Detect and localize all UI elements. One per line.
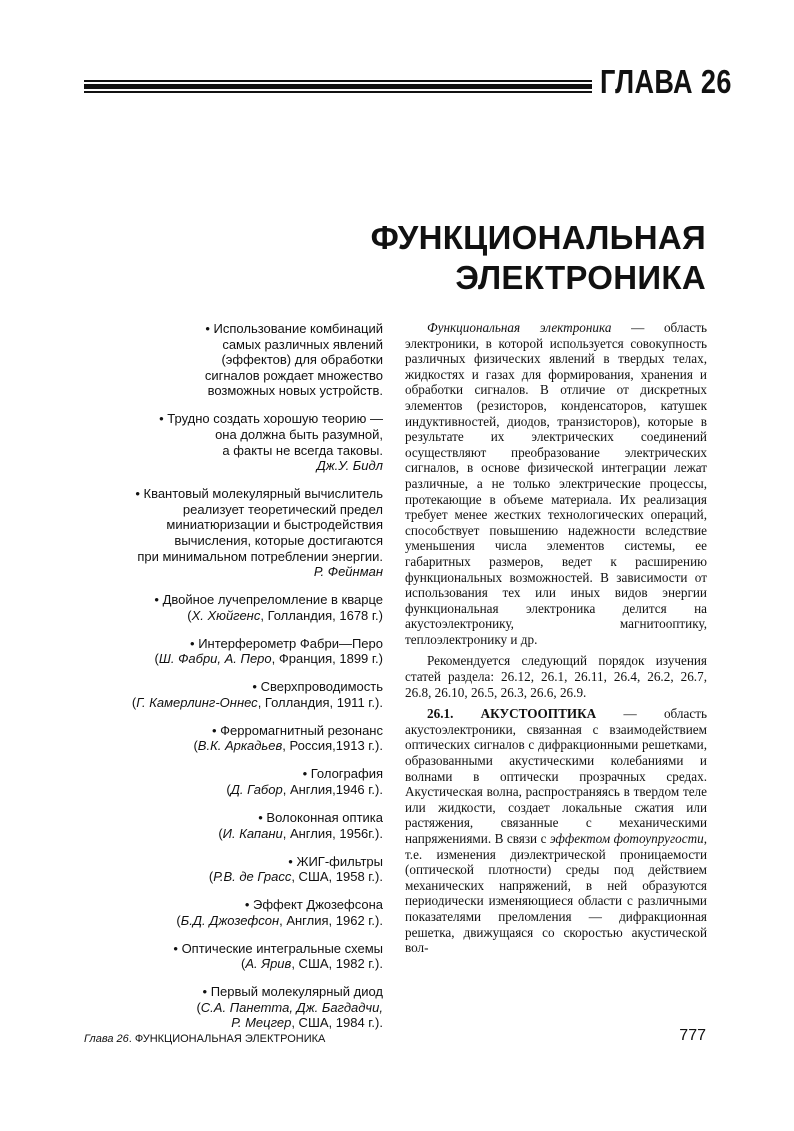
discoverer: Д. Габор [230, 781, 283, 797]
epigraph-line: миниатюризации и быстродействия [166, 517, 383, 533]
section-heading: 26.1. АКУСТООПТИКА [427, 706, 597, 722]
discoverer: Х. Хюйгенс [191, 607, 261, 623]
discovery-name: • Двойное лучепреломление в кварце [154, 592, 383, 608]
discoverer: Ш. Фабри, А. Перо [158, 651, 272, 667]
epigraph-line: • Использование комбинаций [205, 321, 383, 336]
epigraph-line: • Квантовый молекулярный вычислитель [135, 486, 383, 502]
paragraph-text: — область акустоэлектроники, связанная с взаимодействием оптических сигналов с дифракционными решетками, образованными акустическими колебаниями и волнами в оптически прозрачных средах. Акустическая волна, распространяясь в твердом теле или жидкости, создает локальные сжатия или растяжения, связанные с механическими напряжениями. В связи с [405, 706, 707, 846]
epigraph-line: реализует теоретический предел [182, 501, 383, 517]
epigraph-line: она должна быть разумной, [215, 426, 383, 442]
discovery-name: • Ферромагнитный резонанс [212, 722, 383, 738]
discovery-attribution: (Р.В. де Грасс, США, 1958 г.). [208, 869, 383, 885]
paragraph-text: — область электроники, в которой используется совокупность различных физических явлений в твердых телах, жидкостях и газах для формирования, хранения и обработки сигналов. В отличие от дискретных элементов (резисторов, конденсаторов, катушек индуктивностей, диодов, транзисторов), которые в результате их электрических соединений осуществляют преобразование электрических сигналов, в основе физической интеграции лежат различные, а не только электрические процессы, протекающие в объеме материала. Их реализация требует менее жестких технологических операций, способствует повышению надежности вследствие уменьшения числа элементов системы, ее габаритных размеров, ведет к расширению функциональных возможностей. В зависимости от использования тех или иных видов энергии функциональная электроника делится на акустоэлектронику, магнитооптику, теплоэлектронику и др. [405, 320, 707, 647]
discovery-superconductivity [100, 679, 383, 710]
chapter-label: ГЛАВА 26 [600, 63, 732, 100]
discovery-place-year: , США, 1984 г.). [291, 1015, 383, 1031]
epigraph-author: Р. Фейнман [313, 564, 383, 580]
epigraph-column [100, 321, 383, 1043]
defined-term: эффектом фотоупругости [549, 831, 704, 846]
discoverer: И. Капани [222, 825, 283, 841]
epigraph-line: при минимальном потреблении энергии. [137, 548, 383, 564]
body-paragraph-acoustooptics [405, 706, 707, 956]
running-footer [84, 1033, 325, 1045]
discoverer: Б.Д. Джозефсон [180, 912, 280, 928]
chapter-title [371, 218, 706, 298]
epigraph-author: Дж.У. Бидл [316, 458, 383, 474]
chapter-title-line-2: ЭЛЕКТРОНИКА [455, 259, 706, 296]
discoverer: Р. Мецгер [231, 1015, 292, 1031]
discovery-attribution: (А. Ярив, США, 1982 г.). [240, 956, 383, 972]
paragraph-text: , т.е. изменения диэлектрической проницаемости (оптической плотности) среды под действием механических напряжений, в ней образуются периодически изменяющиеся области с различными показателями преломления — дифракционная решетка, движущаяся со скоростью акустической вол- [405, 831, 708, 956]
discovery-name: • ЖИГ-фильтры [288, 853, 383, 869]
discovery-attribution: (Б.Д. Джозефсон, Англия, 1962 г.). [176, 912, 383, 928]
discovery-integrated-optics [100, 941, 383, 972]
body-paragraph-reading-order: Рекомендуется следующий порядок изучения статей раздела: 26.12, 26.1, 26.11, 26.4, 26.2, 26.7, 26.8, 26.10, 26.5, 26.3, 26.6, 26.9. [405, 653, 707, 700]
discovery-yig-filters [100, 854, 383, 885]
discoverer: В.К. Аркадьев [197, 738, 283, 754]
discovery-molecular-diode [100, 984, 383, 1031]
page-number: 777 [679, 1027, 706, 1044]
discovery-name: • Волоконная оптика [258, 809, 383, 825]
discoverer: Р.В. де Грасс [213, 869, 292, 885]
epigraph-2 [100, 411, 383, 473]
epigraph-3 [100, 486, 383, 580]
discovery-name: • Первый молекулярный диод [202, 984, 383, 1000]
discovery-name: • Эффект Джозефсона [244, 897, 383, 913]
defined-term: Функциональная электроника [427, 320, 612, 335]
discovery-place-year: , Франция, 1899 г.) [271, 651, 383, 667]
header-rule-bottom [84, 91, 592, 93]
epigraph-line: самых различных явлений [222, 336, 383, 352]
discovery-josephson-effect [100, 897, 383, 928]
epigraph-line: возможных новых устройств. [207, 383, 383, 399]
discovery-place-year: , США, 1958 г.). [291, 869, 383, 885]
discovery-attribution: (И. Капани, Англия, 1956г.). [218, 825, 383, 841]
discovery-place-year: , Англия, 1962 г.). [279, 912, 383, 928]
discovery-fiber-optics [100, 810, 383, 841]
epigraph-line: • Трудно создать хорошую теорию — [159, 411, 383, 427]
epigraph-line: а факты не всегда таковы. [222, 442, 383, 458]
footer-chapter-ref: Глава 26 [84, 1033, 129, 1045]
discovery-attribution: (С.А. Панетта, Дж. Багдадчи, [196, 999, 383, 1015]
discoverer: Г. Камерлинг-Оннес [136, 694, 258, 710]
discovery-name: • Сверхпроводимость [252, 679, 383, 695]
discovery-attribution: (Д. Габор, Англия,1946 г.). [226, 781, 383, 797]
discoverer: А. Ярив [245, 956, 292, 972]
epigraph-line: вычисления, которые достигаются [174, 532, 383, 548]
discovery-place-year: , США, 1982 г.). [291, 956, 383, 972]
discovery-place-year: , Англия,1946 г.). [282, 781, 383, 797]
header-rule-middle [84, 84, 592, 89]
epigraph-1 [100, 321, 383, 399]
discovery-name: • Голография [302, 766, 383, 782]
discovery-place-year: , Россия,1913 г.). [282, 738, 383, 754]
discovery-attribution [100, 1015, 383, 1031]
discovery-attribution: (Ш. Фабри, А. Перо, Франция, 1899 г.) [154, 651, 383, 667]
discovery-attribution: (Х. Хюйгенс, Голландия, 1678 г.) [187, 607, 383, 623]
discovery-place-year: , Англия, 1956г.). [282, 825, 383, 841]
discovery-fabry-perot [100, 636, 383, 667]
discovery-holography [100, 766, 383, 797]
discovery-attribution: (Г. Камерлинг-Оннес, Голландия, 1911 г.). [131, 694, 383, 710]
body-text-column [405, 320, 707, 956]
discovery-place-year: , Голландия, 1678 г.) [260, 607, 383, 623]
discoverer: С.А. Панетта, Дж. Багдадчи, [200, 999, 383, 1015]
discovery-name: • Оптические интегральные схемы [173, 940, 383, 956]
discovery-ferromagnetic-resonance [100, 723, 383, 754]
epigraph-line: (эффектов) для обработки [221, 352, 383, 368]
footer-chapter-title: . ФУНКЦИОНАЛЬНАЯ ЭЛЕКТРОНИКА [128, 1033, 326, 1045]
body-paragraph-intro [405, 320, 707, 647]
discovery-attribution: (В.К. Аркадьев, Россия,1913 г.). [193, 738, 383, 754]
discovery-name: • Интерферометр Фабри—Перо [190, 635, 383, 651]
epigraph-line: сигналов рождает множество [204, 367, 383, 383]
header-rule-top [84, 80, 592, 82]
discovery-place-year: , Голландия, 1911 г.). [257, 694, 383, 710]
chapter-title-line-1: ФУНКЦИОНАЛЬНАЯ [370, 219, 706, 256]
discovery-birefringence [100, 592, 383, 623]
